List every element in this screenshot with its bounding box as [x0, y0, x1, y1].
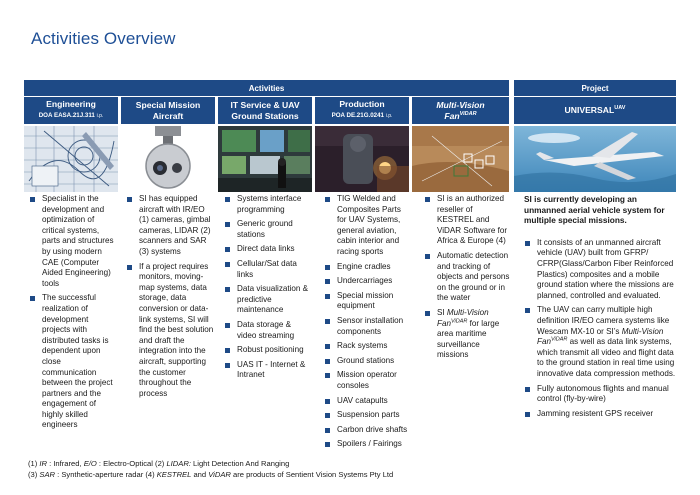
list-item: The successful realization of development projects with distributed tasks is dependent upon close communication between the project partners and the engagement of highly skilled engineers	[29, 293, 117, 431]
production-list	[324, 194, 410, 454]
header-special-mission	[121, 97, 215, 124]
header-multi-vision-line2: Fan$^{ViDAR}$	[444, 110, 477, 121]
list-item: SI Multi-Vision Fan$^{ViDAR}$ for large area maritime surveillance missions	[424, 308, 510, 361]
list-item: Fully autonomous flights and manual control (fly-by-wire)	[524, 384, 676, 405]
page-title: Activities Overview	[31, 29, 176, 48]
header-production-title: Production	[339, 99, 385, 109]
list-item: It consists of an unmanned aircraft vehicle (UAV) built from GFRP/ CFRP(Glass/Carbon Fiber Reinforced Plastics) composites and a mobile ground station where the missions are planned, controlled and evaluated.	[524, 238, 676, 302]
header-it-service	[218, 97, 312, 124]
list-item: Specialist in the development and optimization of critical systems, parts and structures by using modern CAE (Computer Aided Engineering) tools	[29, 194, 117, 289]
list-item: Carbon drive shafts	[324, 425, 410, 436]
list-item: Robust positioning	[224, 345, 312, 356]
header-engineering	[24, 97, 118, 124]
it-service-list	[224, 194, 312, 385]
list-item: Mission operator consoles	[324, 370, 410, 391]
special-mission-list	[126, 194, 214, 403]
list-item: Systems interface programming	[224, 194, 312, 215]
list-item: Automatic detection and tracking of objects and persons on the ground or in the water	[424, 251, 510, 304]
list-item: Jamming resistent GPS receiver	[524, 409, 676, 420]
list-item: Data visualization & predictive maintenance	[224, 284, 312, 316]
list-item: Direct data links	[224, 244, 312, 255]
header-universal-title: $UNIVERSAL^{UAV}$	[564, 105, 626, 115]
project-bar: Project	[514, 80, 676, 96]
universal-uav-image	[514, 126, 676, 192]
header-universal	[514, 97, 676, 124]
list-item: SI is an authorized reseller of KESTREL and ViDAR Software for Africa & Europe (4)	[424, 194, 510, 247]
list-item: Spoilers / Fairings	[324, 439, 410, 450]
it-service-image	[218, 126, 312, 192]
list-item: Generic ground stations	[224, 219, 312, 240]
universal-lead: SI is currently developing an unmanned aerial vehicle system for multiple special missions.	[524, 194, 665, 226]
universal-list	[524, 194, 676, 423]
footnote-line-2: (3) SAR : Synthetic-aperture radar (4) KESTREL and ViDAR are products of Sentient Vision Systems Pty Ltd	[28, 469, 394, 479]
list-item: SI has equipped aircraft with IR/EO (1) cameras, gimbal cameras, LIDAR (2) scanners and SAR (3) systems	[126, 194, 214, 258]
list-item: UAS IT - Internet & Intranet	[224, 360, 312, 381]
header-production-subtitle: POA DE.21G.0241 i.p.	[331, 112, 393, 119]
list-item: TIG Welded and Composites Parts for UAV Systems, general aviation, cabin interior and racing sports	[324, 194, 410, 258]
header-engineering-subtitle: DOA EASA.21J.311 i.p.	[38, 112, 104, 119]
list-item: Undercarriages	[324, 276, 410, 287]
header-multi-vision-line1: Multi-Vision	[436, 99, 485, 110]
list-item: Rack systems	[324, 341, 410, 352]
list-item: If a project requires monitors, moving-map systems, data storage, data conversion or data-link systems, SI will find the best solution and draft the integration into the aircraft, supporting the customer throughout the process	[126, 262, 214, 400]
engineering-image	[24, 126, 118, 192]
list-item: Engine cradles	[324, 262, 410, 273]
header-engineering-title: Engineering	[46, 99, 96, 109]
header-special-mission-line1: Special Mission	[135, 99, 201, 110]
multi-vision-list	[424, 194, 510, 365]
list-item: Cellular/Sat data links	[224, 259, 312, 280]
multi-vision-image	[412, 126, 509, 192]
list-item: UAV catapults	[324, 396, 410, 407]
activities-bar: Activities	[24, 80, 509, 96]
footnote-line-1: (1) IR : Infrared, E/O : Electro-Optical (2) LIDAR: Light Detection And Ranging	[28, 459, 290, 468]
special-mission-image	[121, 126, 215, 192]
footnotes	[28, 459, 393, 480]
header-production	[315, 97, 409, 124]
list-item: Special mission equipment	[324, 291, 410, 312]
header-special-mission-line2: Aircraft	[152, 110, 184, 121]
list-item: Data storage & video streaming	[224, 320, 312, 341]
list-item: Suspension parts	[324, 410, 410, 421]
engineering-list	[29, 194, 117, 435]
header-it-service-line2: Ground Stations	[231, 110, 299, 121]
list-item: The UAV can carry multiple high definition IR/EO camera systems like Wescam MX-10 or SI’s Multi-Vision Fan$^{ViDAR}$ as well as data link systems, which transmit all video and flight data to the ground station in real time using innovative data compression methods.	[524, 305, 676, 379]
header-it-service-line1: IT Service & UAV	[230, 99, 300, 110]
list-item: Sensor installation components	[324, 316, 410, 337]
production-image	[315, 126, 409, 192]
list-item: Ground stations	[324, 356, 410, 367]
header-multi-vision	[412, 97, 509, 124]
